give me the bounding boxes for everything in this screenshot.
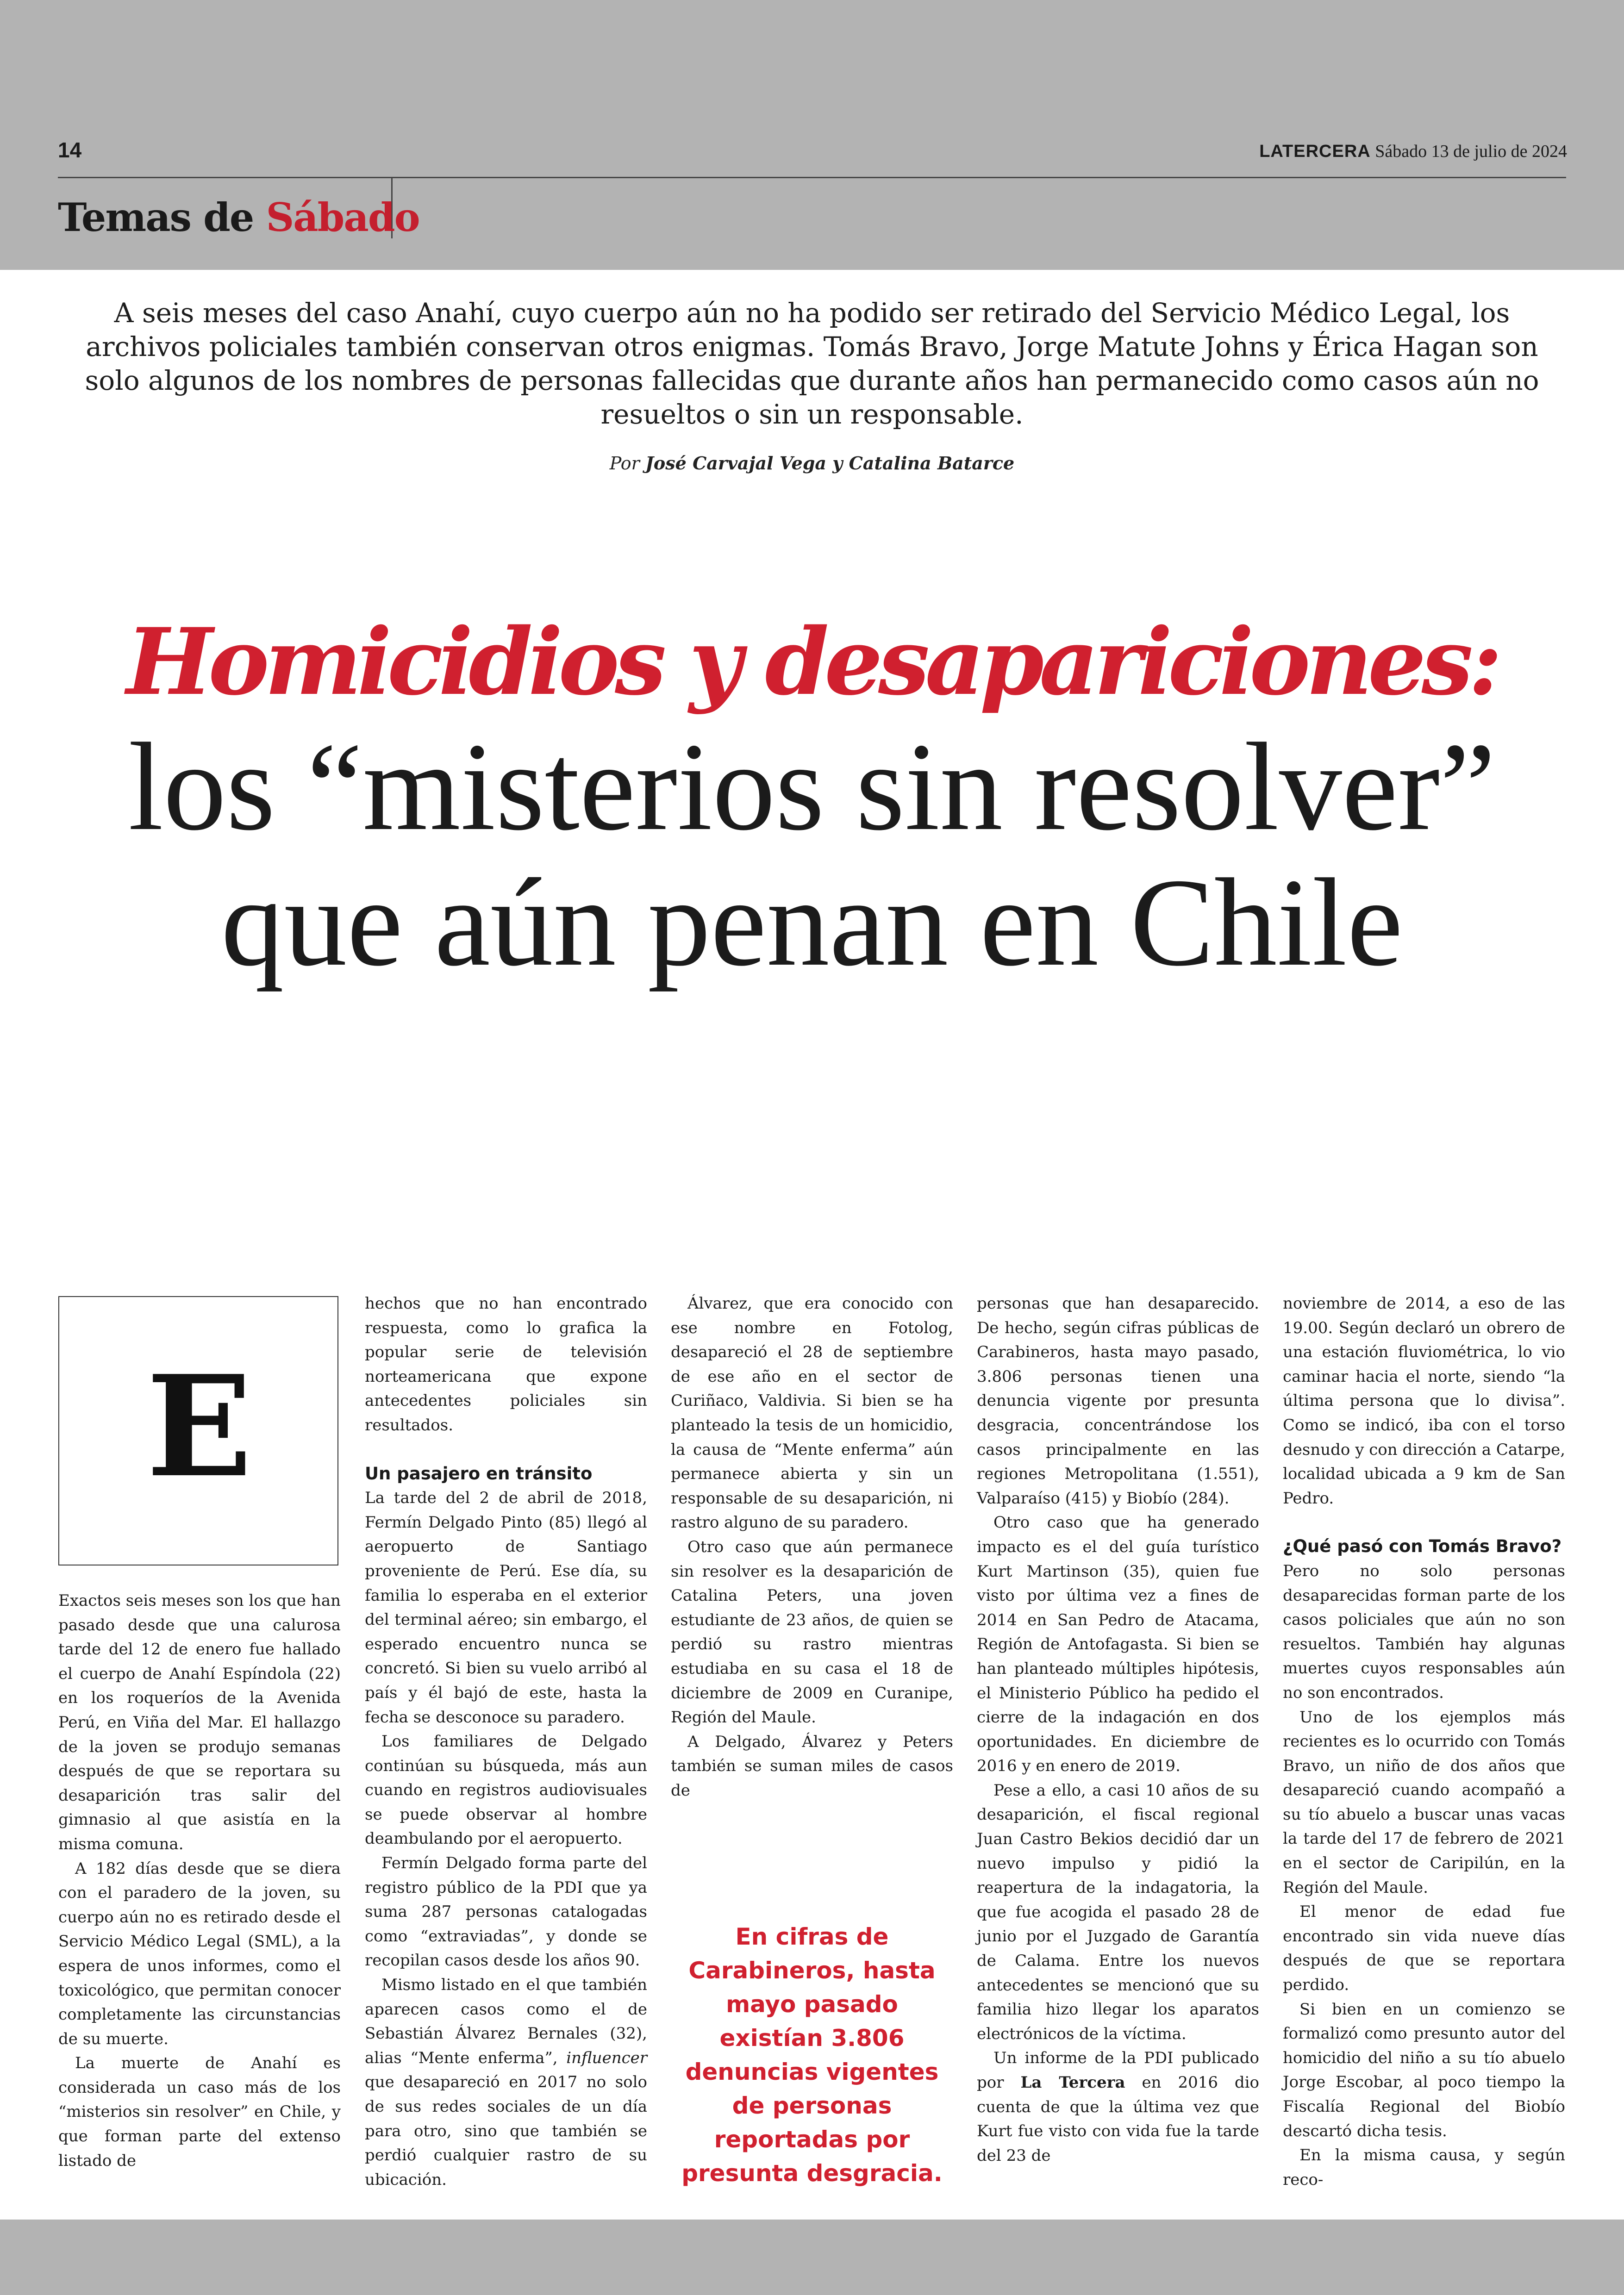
paragraph: Si bien en un comienzo se formalizó como presunto autor del homicidio del niño a su tío abuelo Jorge Escobar, al poco tiempo la Fiscalía Regional del Biobío descartó dicha tesis. (1283, 2000, 1565, 2140)
paragraph: personas que han desaparecido. De hecho, según cifras públicas de Carabineros, hasta mayo pasado, 3.806 personas tienen una denuncia vigente por presunta desgracia, concentrándose los casos principalmente en las regiones Metropolitana (1.551), Valparaíso (415) y Biobío (284). (977, 1294, 1259, 1508)
section-title (58, 194, 419, 240)
paragraph: A 182 días desde que se diera con el paradero de la joven, su cuerpo aún no es retirado desde el Servicio Médico Legal (SML), a la espera de unos informes, como el toxicológico, que permitan conocer completamente las circunstancias de su muerte. (58, 1859, 341, 2048)
column-3 (671, 1291, 953, 1802)
paragraph: Exactos seis meses son los que han pasado desde que una calurosa tarde del 12 de enero fue hallado el cuerpo de Anahí Espíndola (22) en los roqueríos de la Avenida Perú, en Viña del Mar. El hallazgo de la joven se produjo semanas después de que se reportara su desaparición tras salir del gimnasio al que asistía en la misma comuna. (58, 1591, 341, 1853)
text-run: Un informe de la PDI publicado por (977, 2049, 1259, 2092)
paragraph: En la misma causa, y según reco- (1283, 2146, 1565, 2189)
paragraph: La tarde del 2 de abril de 2018, Fermín Delgado Pinto (85) llegó al aeropuerto de Santiago proveniente de Perú. Ese día, su familia lo esperaba en el exterior del terminal aéreo; sin embargo, el esperado encuentro nunca se concretó. Si bien su vuelo arribó al país y él bajó de este, hasta la fecha se desconoce su paradero. (365, 1489, 647, 1727)
page-number: 14 (58, 138, 82, 162)
bottom-margin-band (0, 2220, 1624, 2295)
paragraph (365, 1973, 647, 2192)
dropcap-letter: E (146, 1345, 252, 1508)
issue-date: Sábado 13 de julio de 2024 (1375, 142, 1567, 161)
paragraph: hechos que no han encontrado respuesta, como lo grafica la popular serie de televisión norteamericana que expone antecedentes policiales sin resultados. (365, 1294, 647, 1434)
paragraph: Fermín Delgado forma parte del registro público de la PDI que ya suma 287 personas catalogadas como “extraviadas”, y donde se recopilan casos desde los años 90. (365, 1854, 647, 1970)
byline-prefix: Por (609, 453, 640, 474)
column-2 (365, 1291, 647, 2192)
italic-term: influencer (566, 2048, 648, 2067)
text-run: en 2016 dio cuenta de que la última vez que Kurt fue visto con vida fue la tarde del 23 de (977, 2073, 1260, 2165)
headline-line-1: los “misterios sin resolver” (128, 717, 1496, 856)
headline-line-2: que aún penan en Chile (221, 853, 1403, 992)
paragraph (977, 2046, 1259, 2168)
column-4 (977, 1291, 1259, 2168)
paragraph: La muerte de Anahí es considerada un caso más de los “misterios sin resolver” en Chile, y que forman parte del extenso listado de (58, 2054, 341, 2170)
column-5 (1283, 1291, 1565, 2192)
paragraph: noviembre de 2014, a eso de las 19.00. Según declaró un obrero de una estación fluviométrica, lo vio caminar hacia el norte, siendo “la última persona que lo divisa”. Como se indicó, iba con el torso desnudo y con dirección a Catarpe, localidad ubicada a 9 km de San Pedro. (1283, 1294, 1565, 1508)
header-rule (58, 177, 1566, 178)
newspaper-brand: LATERCERA (1259, 142, 1371, 161)
paragraph: El menor de edad fue encontrado sin vida nueve días después de que se reportara perdido. (1283, 1902, 1565, 1995)
paragraph: Los familiares de Delgado continúan su búsqueda, más aun cuando en registros audiovisuales se puede observar al hombre deambulando por el aeropuerto. (365, 1732, 647, 1848)
byline-authors: José Carvajal Vega y Catalina Batarce (645, 453, 1015, 474)
paragraph: Otro caso que ha generado impacto es el del guía turístico Kurt Martinson (35), quien fue visto por última vez a fines de 2014 en San Pedro de Atacama, Región de Antofagasta. Si bien se han planteado múltiples hipótesis, el Ministerio Público ha pedido el cierre de la indagación en dos oportunidades. En diciembre de 2016 y en enero de 2019. (977, 1513, 1259, 1776)
pull-quote: En cifras de Carabineros, hasta mayo pasado existían 3.806 denuncias vigentes de personas reportadas por presunta desgracia. (681, 1923, 943, 2187)
subhead-pasajero: Un pasajero en tránsito (365, 1463, 593, 1484)
paragraph: Pero no solo personas desaparecidas forman parte de los casos policiales que aún no son resueltos. También hay algunas muertes cuyos responsables aún no son encontrados. (1283, 1561, 1565, 1702)
dropcap-box (58, 1296, 338, 1565)
section-accent: Sábado (266, 194, 419, 240)
article-deck: A seis meses del caso Anahí, cuyo cuerpo aún no ha podido ser retirado del Servicio Médico Legal, los archivos policiales también conservan otros enigmas. Tomás Bravo, Jorge Matute Johns y Érica Hagan son solo algunos de los nombres de personas fallecidas que durante años han permanecido como casos aún no resueltos o sin un responsable. (85, 297, 1539, 430)
subhead-tomas-bravo: ¿Qué pasó con Tomás Bravo? (1283, 1536, 1562, 1557)
column-1 (58, 1589, 341, 2173)
paragraph: Pese a ello, a casi 10 años de su desaparición, el fiscal regional Juan Castro Bekios decidió dar un nuevo impulso y pidió la reapertura de la indagatoria, la que fue acogida el pasado 28 de junio por el Juzgado de Garantía de Calama. Entre los nuevos antecedentes se mencionó que su familia hizo llegar los aparatos electrónicos de la víctima. (977, 1781, 1259, 2043)
text-run: que desapareció en 2017 no solo de sus redes sociales de un día para otro, sino que también se perdió cualquier rastro de su ubicación. (365, 2073, 647, 2189)
paragraph: Uno de los ejemplos más recientes es lo ocurrido con Tomás Bravo, un niño de dos años que desapareció cuando acompañó a su tío abuelo a buscar unas vacas la tarde del 17 de febrero de 2021 en el sector de Caripilún, en la Región del Maule. (1283, 1708, 1565, 1897)
headline-red: Homicidios y desapariciones: (126, 608, 1498, 716)
section-prefix: Temas de (58, 194, 254, 240)
masthead (1259, 141, 1567, 162)
paragraph: Álvarez, que era conocido con ese nombre en Fotolog, desapareció el 28 de septiembre de ese año en el sector de Curiñaco, Valdivia. Si bien se ha planteado la tesis de un homicidio, la causa de “Mente enferma” aún permanece abierta y sin un responsable de su desaparición, ni rastro alguno de su paradero. (671, 1294, 953, 1532)
bold-term: La Tercera (1020, 2073, 1125, 2092)
paragraph: A Delgado, Álvarez y Peters también se suman miles de casos de (671, 1732, 953, 1800)
byline (0, 453, 1624, 474)
text-run: Mismo listado en el que también aparecen casos como el de Sebastián Álvarez Bernales (32), alias “Mente enferma”, (365, 1976, 647, 2067)
paragraph: Otro caso que aún permanece sin resolver es la desaparición de Catalina Peters, una joven estudiante de 23 años, de quien se perdió su rastro mientras estudiaba en su casa el 18 de diciembre de 2009 en Curanipe, Región del Maule. (671, 1537, 953, 1727)
